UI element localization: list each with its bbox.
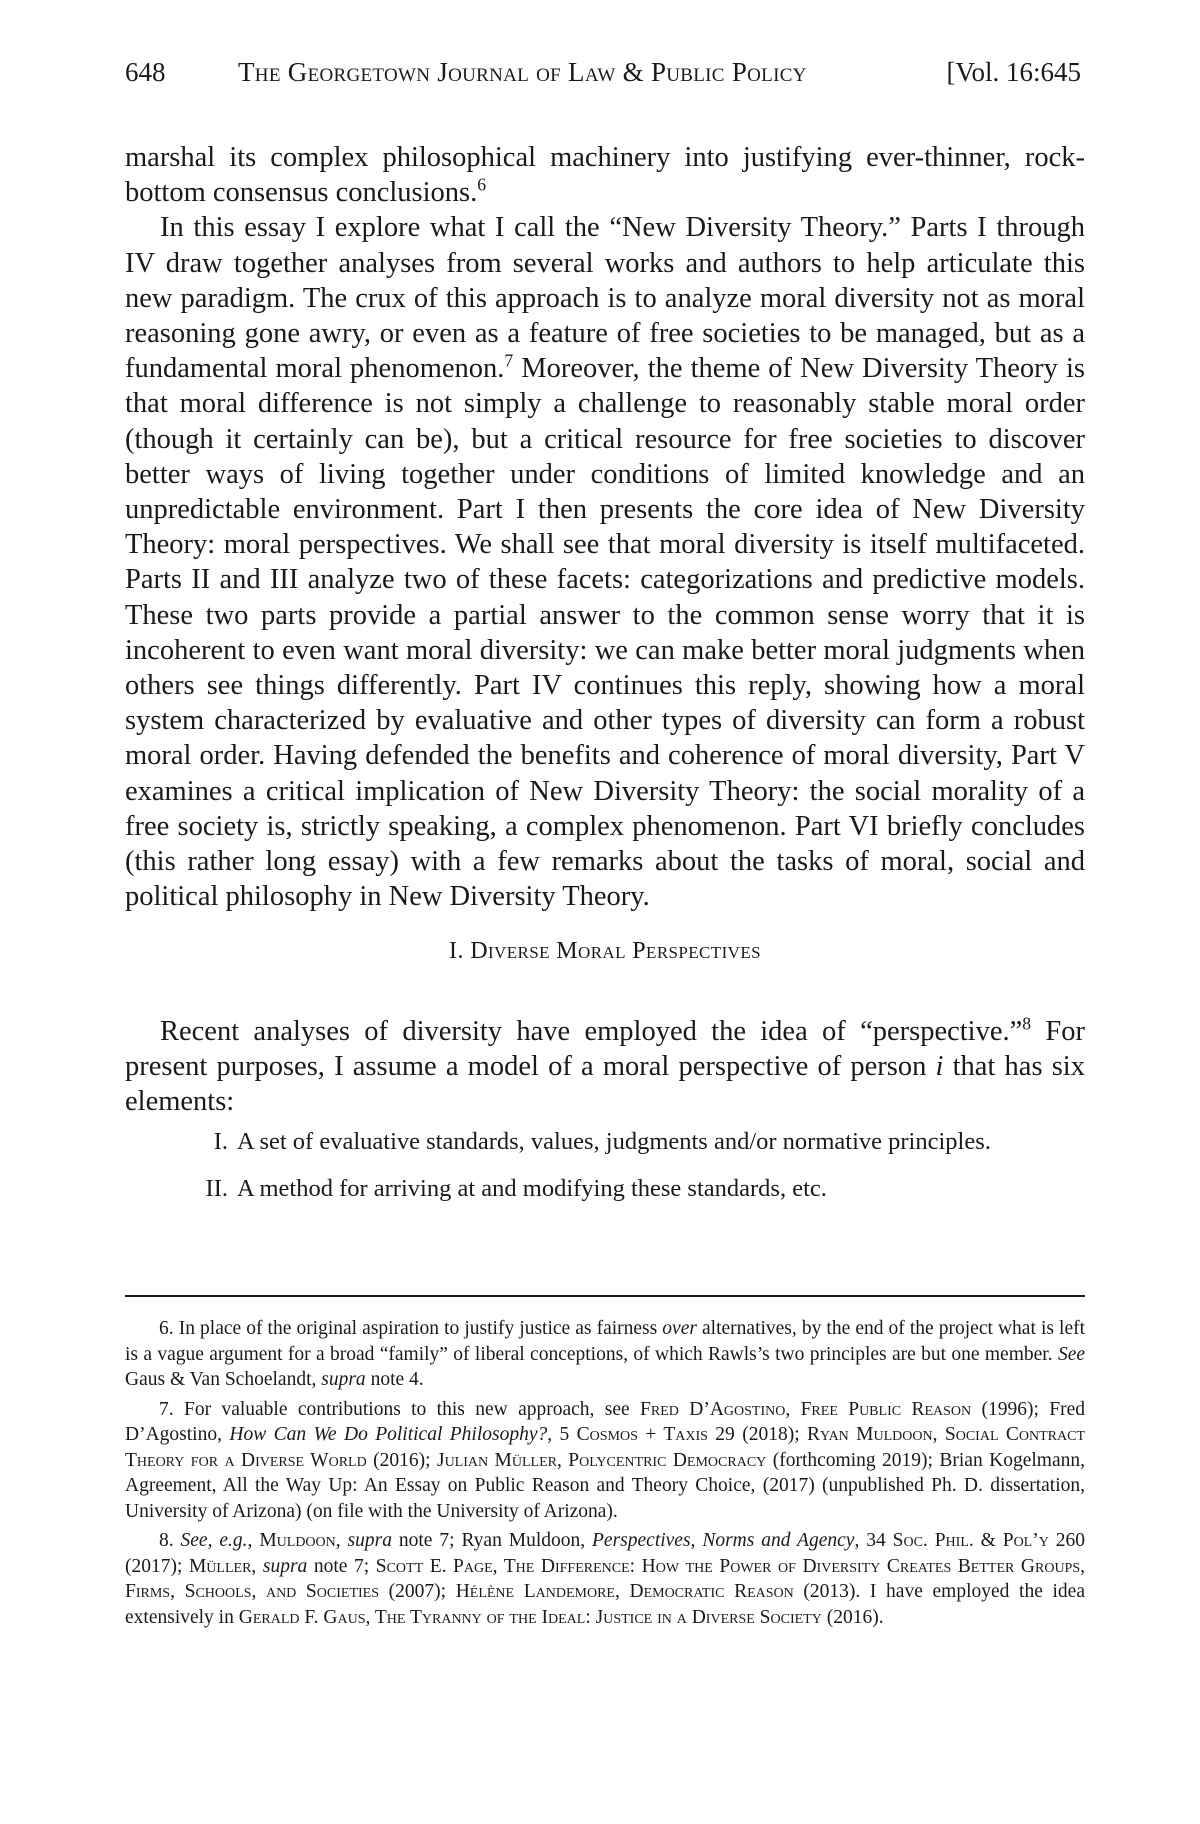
footnote-italic: Perspectives, Norms and Agency: [592, 1530, 855, 1551]
footnote-text: note 7;: [307, 1555, 376, 1577]
paragraph-2: [125, 210, 1085, 914]
footnote-text: 29 (2018);: [707, 1424, 807, 1445]
footnote-italic: over: [662, 1318, 697, 1339]
running-header: [125, 52, 1085, 92]
footnote-6: [125, 1316, 1085, 1393]
volume-citation: [Vol. 16:645: [946, 57, 1081, 87]
section-paragraph-text-b: For present purposes, I assume a model of a moral perspective of person: [125, 1015, 1086, 1082]
footnote-text: , 5: [547, 1424, 577, 1445]
footnote-text: In place of the original aspiration to justify justice as fairness: [178, 1318, 663, 1339]
footnote-smallcaps: Müller: [188, 1555, 252, 1577]
footnote-smallcaps: Fred D’Agostino, Free Public Reason: [640, 1398, 972, 1420]
paragraph-1-text: marshal its complex philosophical machinery into justifying ever-thinner, rock-bottom consensus conclusions.: [125, 142, 1085, 209]
footnote-smallcaps: Ryan Muldoon, Social Contract Theory for a Diverse World: [125, 1424, 1086, 1471]
footnote-ref-6[interactable]: 6: [477, 174, 487, 195]
footnote-italic: supra: [262, 1555, 308, 1577]
variable-i: i: [935, 1050, 944, 1082]
footnote-7: [125, 1397, 1085, 1525]
footnotes: [125, 1316, 1085, 1634]
footnote-smallcaps: Julian Müller, Polycentric Democracy: [436, 1449, 767, 1471]
footnote-smallcaps: Gerald F. Gaus, The Tyranny of the Ideal: Justice in a Diverse Society: [238, 1606, 822, 1628]
footnote-italic: supra: [347, 1530, 392, 1551]
footnote-italic: How Can We Do Political Philosophy?: [229, 1424, 548, 1445]
section-paragraph-text-c: that has six elements:: [125, 1050, 1085, 1117]
footnote-number: 8.: [159, 1530, 174, 1551]
list-item: [125, 1173, 1037, 1204]
footnote-text: (forthcoming 2019); Brian Kogelmann, Agreement, All the Way Up: An Essay on Public Reason and Theory Choice, (2017) (unpublished Ph. D. dissertation, University of Arizona) (on file with the University of Arizona).: [125, 1449, 1086, 1522]
section-heading: I. Diverse Moral Perspectives: [449, 938, 761, 964]
footnote-number: 6.: [159, 1318, 174, 1339]
footnote-text: (2016).: [821, 1606, 884, 1628]
paragraph-1: [125, 140, 1085, 210]
footnote-text: (2016);: [366, 1449, 437, 1471]
footnote-smallcaps: Hélène Landemore, Democratic Reason: [455, 1581, 794, 1602]
list-item-number: I.: [213, 1128, 228, 1155]
page-number: 648: [125, 57, 166, 87]
elements-list: [125, 1126, 1085, 1220]
footnote-italic: See, e.g.: [180, 1530, 248, 1551]
list-item-number: II.: [205, 1175, 228, 1202]
list-item: [125, 1126, 1037, 1157]
footnote-text: , 34: [854, 1530, 893, 1551]
footnote-text: Gaus & Van Schoelandt,: [125, 1369, 322, 1390]
footnote-divider: [125, 1295, 1085, 1297]
footnote-text: (1996); Fred D’Agostino,: [125, 1398, 1086, 1445]
footnote-text: (2007);: [379, 1581, 456, 1602]
section-paragraph: [125, 1014, 1085, 1120]
footnote-smallcaps: Muldoon: [259, 1530, 336, 1551]
footnote-text: ,: [251, 1555, 263, 1577]
footnote-text: note 7; Ryan Muldoon,: [391, 1530, 593, 1551]
footnote-text: note 4.: [365, 1369, 424, 1390]
footnote-number: 7.: [159, 1398, 174, 1420]
paragraph-2-text-a: In this essay I explore what I call the “New Diversity Theory.” Parts I through IV draw together analyses from several works and authors to help articulate this new paradigm. The crux of this approach is to analyze moral diversity not as moral reasoning gone awry, or even as a feature of free societies to be managed, but as a fundamental moral phenomenon.: [125, 212, 1085, 385]
footnote-text: For valuable contributions to this new approach, see: [184, 1398, 641, 1420]
footnote-smallcaps: Cosmos + Taxis: [576, 1424, 708, 1445]
footnote-smallcaps: Scott E. Page, The Difference: How the Power of Diversity Creates Better Groups, Firms, Schools, and Societies: [125, 1555, 1085, 1602]
section-paragraph-text-a: Recent analyses of diversity have employed the idea of “perspective.”: [160, 1015, 1023, 1047]
footnote-8: [125, 1528, 1085, 1630]
footnote-text: ,: [247, 1530, 260, 1551]
list-item-text: A method for arriving at and modifying these standards, etc.: [237, 1175, 827, 1202]
list-item-text: A set of evaluative standards, values, judgments and/or normative principles.: [237, 1128, 991, 1155]
footnote-text: ,: [335, 1530, 348, 1551]
footnote-italic: supra: [321, 1369, 366, 1390]
footnote-text: (2013). I have employed the idea extensively in: [125, 1581, 1085, 1628]
footnote-text: alternatives, by the end of the project what is left is a vague argument for a broad “family” of liberal conceptions, of which Rawls’s two principles are but one member.: [125, 1318, 1086, 1365]
journal-title: The Georgetown Journal of Law & Public Policy: [238, 57, 807, 87]
footnote-text: 260 (2017);: [125, 1530, 1085, 1577]
footnote-smallcaps: Soc. Phil. & Pol’y: [892, 1530, 1049, 1551]
footnote-italic: See: [1057, 1343, 1085, 1365]
footnote-ref-8[interactable]: 8: [1022, 1013, 1032, 1033]
paragraph-2-text-b: Moreover, the theme of New Diversity Theory is that moral difference is not simply a challenge to reasonably stable moral order (though it certainly can be), but a critical resource for free societies to discover better ways of living together under conditions of limited knowledge and an unpredictable environment. Part I then presents the core idea of New Diversity Theory: moral perspectives. We shall see that moral diversity is itself multifaceted. Parts II and III analyze two of these facets: categorizations and predictive models. These two parts provide a partial answer to the common sense worry that it is incoherent to even want moral diversity: we can make better moral judgments when others see things differently. Part IV continues this reply, showing how a moral system characterized by evaluative and other types of diversity can form a robust moral order. Having defended the benefits and coherence of moral diversity, Part V examines a critical implication of New Diversity Theory: the social morality of a free society is, strictly speaking, a complex phenomenon. Part VI briefly concludes (this rather long essay) with a few remarks about the tasks of moral, social and political philosophy in New Diversity Theory.: [125, 353, 1085, 913]
body-text: [125, 140, 1085, 914]
footnote-ref-7[interactable]: 7: [504, 350, 514, 371]
